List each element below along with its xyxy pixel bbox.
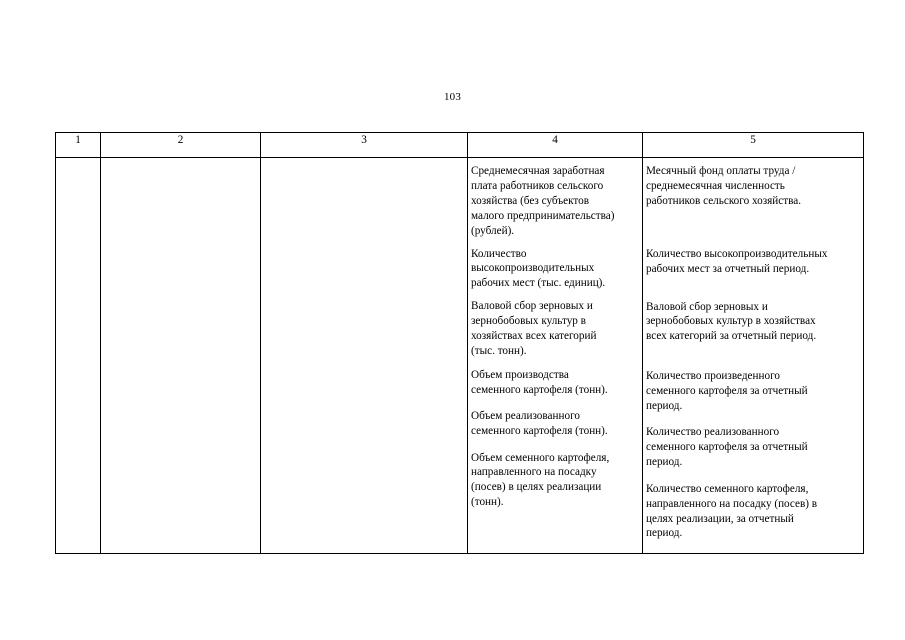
indicator-text: Объем реализованного семенного картофеля (тонн). xyxy=(471,409,608,437)
table-row xyxy=(56,158,864,554)
indicator-text: Объем семенного картофеля, направленного на посадку (посев) в целях реализации (тонн). xyxy=(471,451,610,509)
method-text: Количество семенного картофеля, направленного на посадку (посев) в целях реализации, за отчетный период. xyxy=(646,482,818,540)
method-text: Месячный фонд оплаты труда / среднемесячная численность работников сельского хозяйства. xyxy=(646,165,802,207)
column-header-5: 5 xyxy=(643,133,864,158)
indicator-text: Валовой сбор зерновых и зернобобовых культур в хозяйствах всех категорий (тыс. тонн). xyxy=(471,300,597,357)
cell-col-4-indicators xyxy=(468,158,643,554)
method-text: Количество высокопроизводительных рабочих мест за отчетный период. xyxy=(646,247,828,275)
indicator-text: Среднемесячная заработная плата работников сельского хозяйства (без субъектов малого предпринимательства) (рублей). xyxy=(471,165,615,237)
page-number: 103 xyxy=(443,91,462,103)
cell-col-3 xyxy=(261,158,468,554)
document-table xyxy=(55,132,864,554)
column-header-4: 4 xyxy=(468,133,643,158)
column-header-3: 3 xyxy=(261,133,468,158)
cell-col-2 xyxy=(101,158,261,554)
column-header-1: 1 xyxy=(56,133,101,158)
indicator-text: Объем производства семенного картофеля (тонн). xyxy=(471,368,608,396)
method-text: Количество реализованного семенного картофеля за отчетный период. xyxy=(646,425,808,468)
cell-col-1 xyxy=(56,158,101,554)
indicator-text: Количество высокопроизводительных рабочих мест (тыс. единиц). xyxy=(471,247,606,290)
method-text: Количество произведенного семенного картофеля за отчетный период. xyxy=(646,370,808,413)
column-header-2: 2 xyxy=(101,133,261,158)
table-header-row xyxy=(56,133,864,158)
cell-col-5-methods xyxy=(643,158,864,554)
method-text: Валовой сбор зерновых и зернобобовых культур в хозяйствах всех категорий за отчетный период. xyxy=(646,300,817,343)
